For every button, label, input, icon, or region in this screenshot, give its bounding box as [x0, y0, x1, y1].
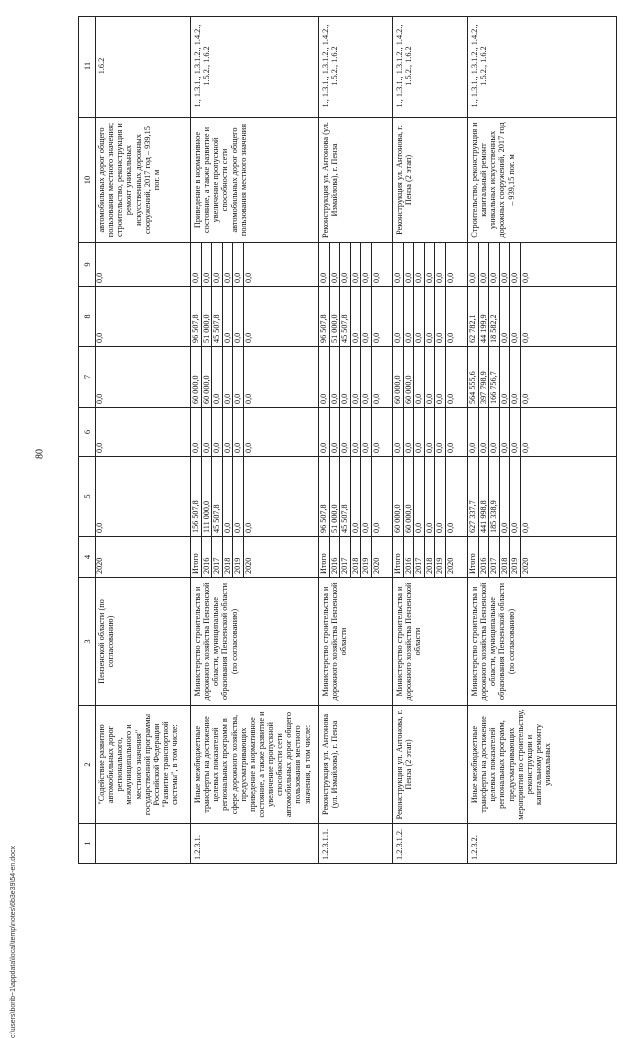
federal-funding-cell: 0,0: [202, 408, 213, 456]
total-funding-cell: 96 507,8: [319, 457, 330, 536]
other-funding-cell: 0,0: [330, 243, 341, 286]
other-funding-cell: 0,0: [435, 243, 446, 286]
table-header-row: [79, 16, 96, 863]
other-funding-cell: 0,0: [404, 243, 415, 286]
local-funding-cell: 0,0: [510, 287, 521, 346]
total-funding-cell: 111 000,0: [202, 457, 213, 536]
page-number: 80: [34, 449, 46, 459]
regional-funding-cell: 0,0: [435, 347, 446, 407]
row-number-cell: 1.2.3.1.2.: [393, 823, 467, 863]
executor-cell: Министерство строительства и дорожного хозяйства Пензенской области, муниципальные образования Пензенской области (по согласованию): [191, 577, 318, 705]
year-cell: 2017: [212, 537, 223, 577]
other-funding-cell: 0,0: [510, 243, 521, 286]
year-cell: 2016: [404, 537, 415, 577]
table-row: [319, 16, 393, 863]
year-column: [393, 536, 467, 577]
other-funding-cell: 0,0: [212, 243, 223, 286]
regional-funding-column: [191, 346, 318, 407]
year-cell: 2017: [340, 537, 351, 577]
other-funding-cell: 0,0: [233, 243, 244, 286]
header-col-6: 6: [79, 407, 95, 456]
header-col-3: 3: [79, 577, 95, 705]
local-funding-cell: 0,0: [361, 287, 372, 346]
target-indicators-cell: 1., 1.3.1., 1.3.1.2., 1.4.2., 1.5.2., 1.6.2: [193, 24, 212, 108]
target-indicators-cell: 1.6.2: [97, 57, 106, 75]
total-funding-column: [95, 456, 190, 536]
header-col-2: 2: [79, 705, 95, 823]
executor-cell: Министерство строительства и дорожного хозяйства Пензенской области, муниципальные образования Пензенской области (по согласованию): [468, 577, 617, 705]
other-funding-column: [319, 242, 392, 286]
other-funding-cell: 0,0: [371, 272, 381, 283]
regional-funding-cell: 60 000,0: [393, 347, 404, 407]
expected-result-cell: Строительство, реконструкция и капитальный ремонт уникальных искусственных дорожных сооружений, 2017 год – 939,15 пог. м: [468, 117, 617, 242]
activity-name-cell: Реконструкция ул. Антонова, г. Пенза (2 этап): [393, 705, 467, 823]
federal-funding-cell: 0,0: [425, 408, 436, 456]
year-cell: 2020: [520, 557, 530, 574]
year-cell: 2017: [489, 537, 500, 577]
other-funding-cell: 0,0: [223, 243, 234, 286]
local-funding-cell: 0,0: [435, 287, 446, 346]
year-cell: 2016: [330, 537, 341, 577]
regional-funding-cell: 397 798,9: [479, 347, 490, 407]
total-funding-cell: 45 507,8: [340, 457, 351, 536]
federal-funding-cell: 0,0: [489, 408, 500, 456]
local-funding-cell: 0,0: [404, 287, 415, 346]
year-cell: Итого: [191, 537, 202, 577]
federal-funding-cell: 0,0: [95, 442, 104, 453]
executor-cell: Министерство строительства и дорожного хозяйства Пензенской области: [319, 577, 392, 705]
total-funding-cell: 0,0: [361, 457, 372, 536]
regional-funding-cell: 0,0: [520, 393, 530, 404]
year-cell: 2016: [479, 537, 490, 577]
header-col-7: 7: [79, 346, 95, 407]
federal-funding-cell: 0,0: [371, 442, 381, 453]
total-funding-column: [468, 456, 617, 536]
other-funding-cell: 0,0: [520, 272, 530, 283]
regional-funding-column: [319, 346, 392, 407]
local-funding-cell: 0,0: [371, 332, 381, 343]
regional-funding-column: [95, 346, 190, 407]
target-indicators-cell: 1., 1.3.1., 1.3.1.2., 1.4.2., 1.5.2., 1.6.2: [395, 24, 414, 108]
other-funding-cell: 0,0: [95, 272, 104, 283]
year-column: [191, 536, 318, 577]
other-funding-column: [95, 242, 190, 286]
other-funding-cell: 0,0: [393, 243, 404, 286]
local-funding-cell: 96 507,8: [191, 287, 202, 346]
local-funding-column: [468, 286, 617, 346]
local-funding-cell: 51 000,0: [202, 287, 213, 346]
regional-funding-cell: 60 000,0: [191, 347, 202, 407]
other-funding-column: [468, 242, 617, 286]
federal-funding-cell: 0,0: [393, 408, 404, 456]
regional-funding-cell: 0,0: [445, 393, 455, 404]
regional-funding-cell: 0,0: [330, 347, 341, 407]
other-funding-cell: 0,0: [243, 272, 253, 283]
federal-funding-cell: 0,0: [510, 408, 521, 456]
header-col-11: 11: [82, 61, 92, 71]
year-cell: 2018: [500, 537, 511, 577]
federal-funding-cell: 0,0: [468, 408, 479, 456]
federal-funding-cell: 0,0: [212, 408, 223, 456]
regional-funding-cell: 0,0: [223, 347, 234, 407]
total-funding-cell: 0,0: [425, 457, 436, 536]
total-funding-cell: 0,0: [243, 522, 253, 533]
regional-funding-cell: 0,0: [340, 347, 351, 407]
target-indicators-cell: 1., 1.3.1., 1.3.1.2., 1.4.2., 1.5.2., 1.6.2: [470, 24, 489, 108]
year-cell: 2016: [202, 537, 213, 577]
total-funding-cell: 0,0: [233, 457, 244, 536]
local-funding-cell: 0,0: [243, 332, 253, 343]
table-row: [393, 16, 468, 863]
expected-result-cell: автомобильных дорог общего пользования местного значения; строительство, реконструкция и ремонт уникальных искусственных дорожных сооружений, 2017 год – 939,15 пог. м: [95, 117, 190, 242]
year-cell: 2020: [445, 557, 455, 574]
local-funding-cell: 0,0: [425, 287, 436, 346]
federal-funding-cell: 0,0: [445, 442, 455, 453]
activity-name-cell: Реконструкция ул. Антонова (ул. Измайлова), г. Пенза: [319, 705, 392, 823]
regional-funding-cell: 0,0: [95, 393, 104, 404]
local-funding-cell: 0,0: [233, 287, 244, 346]
header-col-9: 9: [79, 242, 95, 286]
other-funding-cell: 0,0: [479, 243, 490, 286]
total-funding-column: [319, 456, 392, 536]
total-funding-cell: 627 337,7: [468, 457, 479, 536]
total-funding-cell: 0,0: [510, 457, 521, 536]
regional-funding-cell: 0,0: [510, 347, 521, 407]
federal-funding-column: [95, 407, 190, 456]
federal-funding-column: [191, 407, 318, 456]
row-number-cell: [95, 823, 190, 863]
local-funding-cell: 0,0: [414, 287, 425, 346]
federal-funding-column: [319, 407, 392, 456]
federal-funding-cell: 0,0: [319, 408, 330, 456]
federal-funding-cell: 0,0: [243, 442, 253, 453]
total-funding-cell: 51 000,0: [330, 457, 341, 536]
local-funding-column: [393, 286, 467, 346]
regional-funding-cell: 0,0: [233, 347, 244, 407]
year-cell: 2019: [233, 537, 244, 577]
total-funding-cell: 0,0: [520, 522, 530, 533]
file-path-footer: c:\users\borib~1\appdata\local\temp\notes\6b3e39\54-en.docx: [10, 845, 17, 1038]
other-funding-cell: 0,0: [202, 243, 213, 286]
total-funding-cell: 156 507,8: [191, 457, 202, 536]
federal-funding-cell: 0,0: [414, 408, 425, 456]
total-funding-cell: 60 000,0: [393, 457, 404, 536]
target-indicators-cell: 1., 1.3.1., 1.3.1.2., 1.4.2., 1.5.2., 1.6.2: [321, 24, 340, 108]
total-funding-cell: 0,0: [371, 522, 381, 533]
total-funding-cell: 45 507,8: [212, 457, 223, 536]
header-col-4: 4: [79, 536, 95, 577]
federal-funding-cell: 0,0: [361, 408, 372, 456]
year-cell: 2018: [425, 537, 436, 577]
row-number-cell: 1.2.3.1.: [191, 823, 318, 863]
other-funding-cell: 0,0: [361, 243, 372, 286]
federal-funding-cell: 0,0: [351, 408, 362, 456]
federal-funding-column: [393, 407, 467, 456]
expected-result-cell: Реконструкция ул. Антонова, г. Пенза (2 этап): [393, 117, 467, 242]
table-row: [191, 16, 319, 863]
total-funding-column: [191, 456, 318, 536]
federal-funding-column: [468, 407, 617, 456]
regional-funding-cell: 0,0: [500, 347, 511, 407]
regional-funding-cell: 0,0: [414, 347, 425, 407]
local-funding-column: [191, 286, 318, 346]
local-funding-column: [95, 286, 190, 346]
activity-name-cell: Иные межбюджетные трансферты на достижение целевых показателей региональных программ, предусматривающих мероприятия по строительству, реконструкции и капитальному ремонту уникальных: [468, 705, 617, 823]
header-col-10: 10: [79, 117, 95, 242]
regional-funding-cell: 0,0: [243, 393, 253, 404]
expected-result-cell: Реконструкция ул. Антонова (ул. Измайлова), г. Пенза: [319, 117, 392, 242]
year-column: [468, 536, 617, 577]
header-col-1: 1: [79, 823, 95, 863]
activity-name-cell: "Содействие развитию автомобильных дорог регионального, межмуниципального и местного значения" государственной программы Российской Федерации "Развитие транспортной системы", в том числе:: [95, 705, 190, 823]
regional-funding-cell: 0,0: [351, 347, 362, 407]
year-cell: 2020: [371, 557, 381, 574]
local-funding-cell: 62 782,1: [468, 287, 479, 346]
local-funding-cell: 44 199,9: [479, 287, 490, 346]
local-funding-column: [319, 286, 392, 346]
other-funding-cell: 0,0: [445, 272, 455, 283]
activity-name-cell: Иные межбюджетные трансферты на достижение целевых показателей региональных программ в сфере дорожного хозяйства, предусматривающих приведение в нормативное состояние, а также развитие и увеличение пропускной способности сети автомобильных дорог общего пользования местного значения, в том числе:: [191, 705, 318, 823]
local-funding-cell: 0,0: [520, 332, 530, 343]
federal-funding-cell: 0,0: [330, 408, 341, 456]
year-cell: Итого: [319, 537, 330, 577]
year-column: [95, 536, 190, 577]
row-number-cell: 1.2.3.1.1.: [319, 823, 392, 863]
local-funding-cell: 45 507,8: [340, 287, 351, 346]
local-funding-cell: 0,0: [95, 332, 104, 343]
total-funding-cell: 0,0: [223, 457, 234, 536]
year-cell: 2019: [435, 537, 446, 577]
executor-cell: Пензенской области (по согласованию): [95, 577, 190, 705]
local-funding-cell: 96 507,8: [319, 287, 330, 346]
federal-funding-cell: 0,0: [340, 408, 351, 456]
local-funding-cell: 0,0: [393, 287, 404, 346]
other-funding-cell: 0,0: [489, 243, 500, 286]
local-funding-cell: 0,0: [351, 287, 362, 346]
total-funding-cell: 441 998,8: [479, 457, 490, 536]
total-funding-cell: 0,0: [414, 457, 425, 536]
local-funding-cell: 51 000,0: [330, 287, 341, 346]
local-funding-cell: 0,0: [445, 332, 455, 343]
regional-funding-cell: 60 000,0: [202, 347, 213, 407]
header-col-8: 8: [79, 286, 95, 346]
table-row: [95, 16, 191, 863]
header-col-5: 5: [79, 456, 95, 536]
federal-funding-cell: 0,0: [233, 408, 244, 456]
federal-funding-cell: 0,0: [500, 408, 511, 456]
local-funding-cell: 45 507,8: [212, 287, 223, 346]
row-number-cell: 1.2.3.2.: [468, 823, 617, 863]
federal-funding-cell: 0,0: [435, 408, 446, 456]
year-cell: 2017: [414, 537, 425, 577]
year-cell: 2020: [243, 557, 253, 574]
other-funding-cell: 0,0: [319, 243, 330, 286]
year-cell: 2018: [223, 537, 234, 577]
other-funding-cell: 0,0: [425, 243, 436, 286]
regional-funding-cell: 564 555,6: [468, 347, 479, 407]
regional-funding-cell: 60 000,0: [404, 347, 415, 407]
total-funding-cell: 0,0: [351, 457, 362, 536]
year-cell: 2019: [361, 537, 372, 577]
year-column: [319, 536, 392, 577]
local-funding-cell: 0,0: [500, 287, 511, 346]
total-funding-cell: 60 000,0: [404, 457, 415, 536]
federal-funding-cell: 0,0: [479, 408, 490, 456]
table-row: [468, 16, 617, 863]
other-funding-column: [393, 242, 467, 286]
year-cell: 2020: [95, 557, 104, 574]
year-cell: Итого: [468, 537, 479, 577]
other-funding-cell: 0,0: [340, 243, 351, 286]
local-funding-cell: 18 582,2: [489, 287, 500, 346]
regional-funding-cell: 0,0: [212, 347, 223, 407]
table-viewport: [78, 16, 617, 864]
federal-funding-cell: 0,0: [191, 408, 202, 456]
other-funding-cell: 0,0: [351, 243, 362, 286]
federal-funding-cell: 0,0: [223, 408, 234, 456]
regional-funding-cell: 0,0: [371, 393, 381, 404]
federal-funding-cell: 0,0: [404, 408, 415, 456]
total-funding-cell: 0,0: [500, 457, 511, 536]
total-funding-cell: 0,0: [435, 457, 446, 536]
regional-funding-column: [468, 346, 617, 407]
total-funding-cell: 185 338,9: [489, 457, 500, 536]
other-funding-cell: 0,0: [414, 243, 425, 286]
regional-funding-cell: 0,0: [361, 347, 372, 407]
year-cell: 2019: [510, 537, 521, 577]
local-funding-cell: 0,0: [223, 287, 234, 346]
regional-funding-cell: 166 756,7: [489, 347, 500, 407]
total-funding-cell: 0,0: [445, 522, 455, 533]
program-table: [78, 16, 617, 864]
year-cell: 2018: [351, 537, 362, 577]
other-funding-cell: 0,0: [468, 243, 479, 286]
other-funding-cell: 0,0: [191, 243, 202, 286]
total-funding-column: [393, 456, 467, 536]
total-funding-cell: 0,0: [95, 522, 104, 533]
other-funding-column: [191, 242, 318, 286]
regional-funding-cell: 0,0: [319, 347, 330, 407]
executor-cell: Министерство строительства и дорожного хозяйства Пензенской области: [393, 577, 467, 705]
regional-funding-cell: 0,0: [425, 347, 436, 407]
federal-funding-cell: 0,0: [520, 442, 530, 453]
regional-funding-column: [393, 346, 467, 407]
expected-result-cell: Приведение в нормативное состояние, а также развитие и увеличение пропускной способности сети автомобильных дорог общего пользования местного значения: [191, 117, 318, 242]
year-cell: Итого: [393, 537, 404, 577]
other-funding-cell: 0,0: [500, 243, 511, 286]
